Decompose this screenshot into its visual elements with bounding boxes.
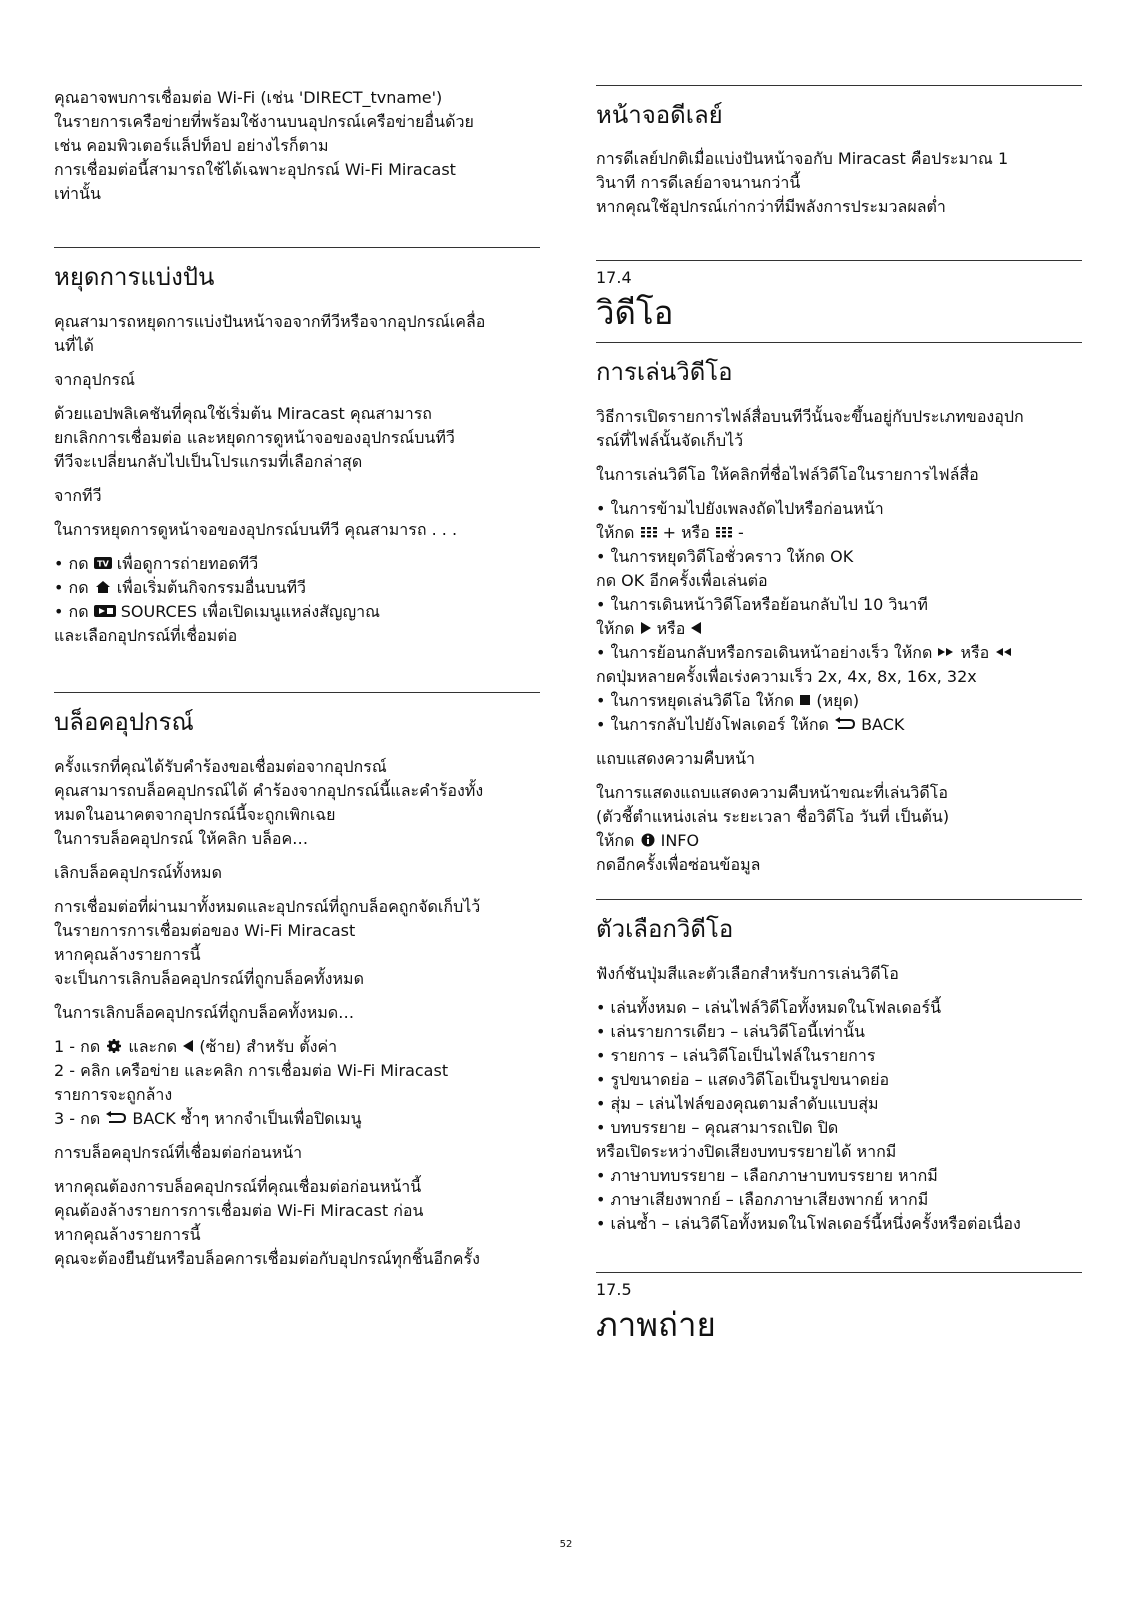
page-number: 52 <box>559 1539 573 1550</box>
text-line: • ในการเดินหน้าวิดีโอหรือย้อนกลับไป 10 วินาที <box>596 595 928 614</box>
block-device-heading: บล็อคอุปกรณ์ <box>54 708 194 736</box>
text-line: ในรายการการเชื่อมต่อของ Wi-Fi Miracast <box>54 921 356 940</box>
text-fragment: ให้กด <box>596 831 640 850</box>
tv-key-icon <box>94 556 112 570</box>
fast-seek-instruction <box>596 641 1082 665</box>
text-line: ในการเลิกบล็อคอุปกรณ์ที่ถูกบล็อคทั้งหมด… <box>54 1003 355 1022</box>
subheading-from-device: จากอุปกรณ์ <box>54 370 135 389</box>
section-title: วิดีโอ <box>596 293 674 332</box>
back-icon <box>834 717 856 731</box>
list-item: • เล่นทั้งหมด – เล่นไฟล์วิดีโอทั้งหมดในโฟลเดอร์นี้ <box>596 998 942 1017</box>
section-divider <box>54 247 540 248</box>
text-line: ในการหยุดการดูหน้าจอของอุปกรณ์บนทีวี คุณสามารถ . . . <box>54 520 458 539</box>
play-video-body <box>596 405 1082 877</box>
text-fragment: INFO <box>655 831 700 850</box>
text-fragment: เพื่อเริ่มต้นกิจกรรมอื่นบนทีวี <box>111 578 306 597</box>
section-divider <box>596 899 1082 900</box>
list-item: • รูปขนาดย่อ – แสดงวิดีโอเป็นรูปขนาดย่อ <box>596 1070 890 1089</box>
step-1 <box>54 1035 540 1059</box>
video-options-body <box>596 962 1082 1236</box>
text-line: การดีเลย์ปกติเมื่อแบ่งปันหน้าจอกับ Miracast คือประมาณ 1 <box>596 149 1009 168</box>
text-fragment: • ในการหยุดเล่นวิดีโอ ให้กด <box>596 691 800 710</box>
block-device-body <box>54 755 540 1271</box>
list-key-icon <box>715 525 733 539</box>
step-3 <box>54 1107 540 1131</box>
text-line: จะเป็นการเลิกบล็อคอุปกรณ์ที่ถูกบล็อคทั้งหมด <box>54 969 364 988</box>
stop-instruction <box>596 689 1082 713</box>
section-number: 17.4 <box>596 268 632 287</box>
intro-paragraph <box>54 86 540 206</box>
left-arrow-icon <box>182 1039 194 1053</box>
text-fragment: • ในการย้อนกลับหรือกรอเดินหน้าอย่างเร็ว ให้กด <box>596 643 938 662</box>
list-item: • เล่นรายการเดียว – เล่นวิดีโอนี้เท่านั้น <box>596 1022 865 1041</box>
text-fragment: หรือ <box>651 619 691 638</box>
text-fragment: BACK ซ้ำๆ หากจำเป็นเพื่อปิดเมนู <box>127 1109 362 1128</box>
text-line: กดอีกครั้งเพื่อซ่อนข้อมูล <box>596 855 761 874</box>
text-line: ในการเล่นวิดีโอ ให้คลิกที่ชื่อไฟล์วิดีโอในรายการไฟล์สื่อ <box>596 465 979 484</box>
play-video-heading: การเล่นวิดีโอ <box>596 358 733 386</box>
list-item: • สุ่ม – เล่นไฟล์ของคุณตามลำดับแบบสุ่ม <box>596 1094 879 1113</box>
chapter-divider <box>596 260 1082 261</box>
screen-delay-body <box>596 147 1082 219</box>
info-instruction <box>596 829 1082 853</box>
subheading-unblock-all: เลิกบล็อคอุปกรณ์ทั้งหมด <box>54 863 222 882</box>
text-line: เช่น คอมพิวเตอร์แล็ปท็อป อย่างไรก็ตาม <box>54 136 329 155</box>
chapter-divider <box>596 1272 1082 1273</box>
text-line: ในการบล็อคอุปกรณ์ ให้คลิก บล็อค… <box>54 829 309 848</box>
text-fragment: • กด <box>54 602 94 621</box>
gear-icon <box>105 1039 123 1053</box>
list-item: หรือเปิดระหว่างปิดเสียงบทบรรยายได้ หากมี <box>596 1142 897 1161</box>
text-line: ยกเลิกการเชื่อมต่อ และหยุดการดูหน้าจอของอุปกรณ์บนทีวี <box>54 428 455 447</box>
subheading-progress-bar: แถบแสดงความคืบหน้า <box>596 749 755 768</box>
section-divider <box>54 692 540 693</box>
text-line: คุณจะต้องยืนยันหรือบล็อคการเชื่อมต่อกับอุปกรณ์ทุกชิ้นอีกครั้ง <box>54 1249 480 1268</box>
text-line: 2 - คลิก เครือข่าย และคลิก การเชื่อมต่อ Wi-Fi Miracast <box>54 1061 449 1080</box>
text-line: • ในการข้ามไปยังเพลงถัดไปหรือก่อนหน้า <box>596 499 884 518</box>
text-line: การเชื่อมต่อนี้สามารถใช้ได้เฉพาะอุปกรณ์ Wi-Fi Miracast <box>54 160 456 179</box>
list-item: • ภาษาบทบรรยาย – เลือกภาษาบทบรรยาย หากมี <box>596 1166 938 1185</box>
stop-sharing-heading: หยุดการแบ่งปัน <box>54 263 215 291</box>
left-arrow-icon <box>690 621 702 635</box>
text-line: วิธีการเปิดรายการไฟล์สื่อบนทีวีนั้นจะขึ้นอยู่กับประเภทของอุปก <box>596 407 1024 426</box>
right-arrow-icon <box>640 621 652 635</box>
text-line: หากคุณใช้อุปกรณ์เก่ากว่าที่มีพลังการประมวลผลต่ำ <box>596 197 946 216</box>
text-line: กด OK อีกครั้งเพื่อเล่นต่อ <box>596 571 768 590</box>
text-fragment: 1 - กด <box>54 1037 106 1056</box>
text-line: ครั้งแรกที่คุณได้รับคำร้องขอเชื่อมต่อจากอุปกรณ์ <box>54 757 387 776</box>
bullet-home <box>54 576 540 600</box>
svg-text:TV: TV <box>96 559 109 569</box>
text-line: ในการแสดงแถบแสดงความคืบหน้าขณะที่เล่นวิดีโอ <box>596 783 948 802</box>
subheading-from-tv: จากทีวี <box>54 486 102 505</box>
text-fragment: • กด <box>54 578 94 597</box>
text-line: และเลือกอุปกรณ์ที่เชื่อมต่อ <box>54 626 238 645</box>
subheading-previous-block: การบล็อคอุปกรณ์ที่เชื่อมต่อก่อนหน้า <box>54 1143 303 1162</box>
text-line: หมดในอนาคตจากอุปกรณ์นี้จะถูกเพิกเฉย <box>54 805 336 824</box>
text-fragment: • ในการกลับไปยังโฟลเดอร์ ให้กด <box>596 715 834 734</box>
sources-icon <box>94 604 116 618</box>
text-line: (ตัวชี้ตำแหน่งเล่น ระยะเวลา ชื่อวิดีโอ วันที่ เป็นต้น) <box>596 807 950 826</box>
text-line: หากคุณล้างรายการนี้ <box>54 1225 201 1244</box>
text-line: คุณต้องล้างรายการการเชื่อมต่อ Wi-Fi Miracast ก่อน <box>54 1201 424 1220</box>
text-fragment: • กด <box>54 554 94 573</box>
text-fragment: (ซ้าย) สำหรับ ตั้งค่า <box>194 1037 338 1056</box>
text-fragment: และกด <box>123 1037 183 1056</box>
text-fragment: หรือ <box>955 643 995 662</box>
bullet-sources <box>54 600 540 624</box>
text-fragment: + หรือ <box>657 523 715 542</box>
section-divider <box>596 85 1082 86</box>
text-line: รณ์ที่ไฟล์นั้นจัดเก็บไว้ <box>596 431 744 450</box>
rewind-icon <box>994 645 1012 659</box>
text-fragment: ให้กด <box>596 619 640 638</box>
text-line: • ในการหยุดวิดีโอชั่วคราว ให้กด OK <box>596 547 854 566</box>
video-options-heading: ตัวเลือกวิดีโอ <box>596 915 734 943</box>
list-item: • ภาษาเสียงพากย์ – เลือกภาษาเสียงพากย์ หากมี <box>596 1190 929 1209</box>
fast-forward-icon <box>937 645 955 659</box>
section-number: 17.5 <box>596 1280 632 1299</box>
text-fragment: เพื่อดูการถ่ายทอดทีวี <box>111 554 259 573</box>
back-icon <box>105 1111 127 1125</box>
text-fragment: - <box>732 523 744 542</box>
text-line: เท่านั้น <box>54 184 101 203</box>
text-line: ทีวีจะเปลี่ยนกลับไปเป็นโปรแกรมที่เลือกล่าสุด <box>54 452 363 471</box>
home-icon <box>94 580 112 594</box>
text-line: นที่ได้ <box>54 336 94 355</box>
list-item: • เล่นซ้ำ – เล่นวิดีโอทั้งหมดในโฟลเดอร์นี้หนึ่งครั้งหรือต่อเนื่อง <box>596 1214 1021 1233</box>
text-line: ด้วยแอปพลิเคชันที่คุณใช้เริ่มต้น Miracast คุณสามารถ <box>54 404 432 423</box>
section-title: ภาพถ่าย <box>596 1305 716 1344</box>
screen-delay-heading: หน้าจอดีเลย์ <box>596 101 723 129</box>
text-line: หากคุณต้องการบล็อคอุปกรณ์ที่คุณเชื่อมต่อก่อนหน้านี้ <box>54 1177 422 1196</box>
text-line: คุณสามารถบล็อคอุปกรณ์ได้ คำร้องจากอุปกรณ์นี้และคำร้องทั้ง <box>54 781 484 800</box>
text-fragment: SOURCES เพื่อเปิดเมนูแหล่งสัญญาณ <box>115 602 381 621</box>
section-divider <box>596 342 1082 343</box>
info-icon <box>640 833 656 847</box>
text-fragment: BACK <box>855 715 905 734</box>
bullet-tv <box>54 552 540 576</box>
list-item: • บทบรรยาย – คุณสามารถเปิด ปิด <box>596 1118 839 1137</box>
text-line: วินาที การดีเลย์อาจนานกว่านี้ <box>596 173 801 192</box>
text-fragment: 3 - กด <box>54 1109 106 1128</box>
text-line: ฟังก์ชันปุ่มสีและตัวเลือกสำหรับการเล่นวิดีโอ <box>596 964 899 983</box>
text-line: คุณสามารถหยุดการแบ่งปันหน้าจอจากทีวีหรือจากอุปกรณ์เคลื่อ <box>54 312 486 331</box>
text-fragment: (หยุด) <box>811 691 860 710</box>
seek-instruction <box>596 617 1082 641</box>
text-line: รายการจะถูกล้าง <box>54 1085 173 1104</box>
text-line: หากคุณล้างรายการนี้ <box>54 945 201 964</box>
skip-instruction <box>596 521 1082 545</box>
back-instruction <box>596 713 1082 737</box>
text-line: การเชื่อมต่อที่ผ่านมาทั้งหมดและอุปกรณ์ที่ถูกบล็อคถูกจัดเก็บไว้ <box>54 897 481 916</box>
text-line: คุณอาจพบการเชื่อมต่อ Wi-Fi (เช่น 'DIRECT_tvname') <box>54 88 443 107</box>
list-item: • รายการ – เล่นวิดีโอเป็นไฟล์ในรายการ <box>596 1046 876 1065</box>
text-fragment: ให้กด <box>596 523 640 542</box>
text-line: ในรายการเครือข่ายที่พร้อมใช้งานบนอุปกรณ์เครือข่ายอื่นด้วย <box>54 112 474 131</box>
stop-sharing-body <box>54 310 540 648</box>
list-key-icon <box>640 525 658 539</box>
stop-icon <box>799 693 811 707</box>
text-line: กดปุ่มหลายครั้งเพื่อเร่งความเร็ว 2x, 4x, 8x, 16x, 32x <box>596 667 977 686</box>
